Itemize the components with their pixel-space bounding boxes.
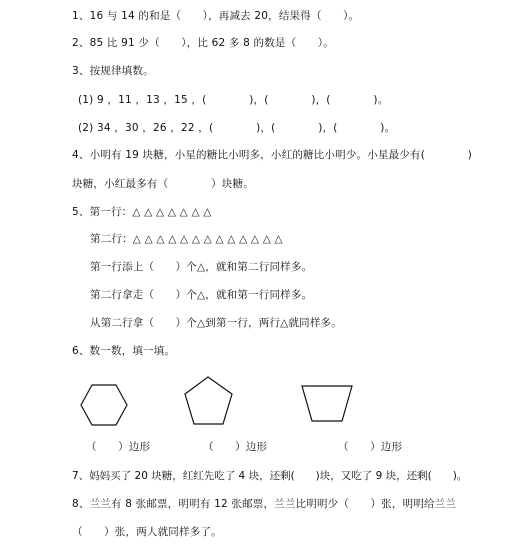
shape-label-3: （ ）边形 bbox=[338, 441, 403, 453]
shapes-row bbox=[0, 370, 509, 440]
question-2: 2、85 比 91 少（ ），比 62 多 8 的数是（ ）。 bbox=[72, 37, 334, 49]
shape-label-2: （ ）边形 bbox=[203, 441, 268, 453]
question-7: 7、妈妈买了 20 块糖，红红先吃了 4 块，还剩( )块，又吃了 9 块，还剩( )。 bbox=[72, 470, 468, 482]
trapezoid-icon bbox=[302, 386, 352, 421]
shape-label-1: （ ）边形 bbox=[86, 441, 151, 453]
hexagon-icon bbox=[81, 385, 127, 425]
question-4-line-1: 4、小明有 19 块糖，小星的糖比小明多，小红的糖比小明少。小星最少有( ) bbox=[72, 149, 473, 161]
question-3-heading: 3、按规律填数。 bbox=[72, 65, 154, 77]
question-5-b: 第二行拿走（ ）个△，就和第一行同样多。 bbox=[90, 289, 313, 301]
question-1: 1、16 与 14 的和是（ ），再减去 20，结果得（ ）。 bbox=[72, 10, 360, 22]
question-6-heading: 6、数一数，填一填。 bbox=[72, 345, 176, 357]
question-4-line-2: 块糖，小红最多有（ ）块糖。 bbox=[72, 178, 254, 190]
question-8-line-1: 8、兰兰有 8 张邮票，明明有 12 张邮票，兰兰比明明少（ ）张，明明给兰兰 bbox=[72, 498, 457, 510]
question-5-row-2: 第二行：△ △ △ △ △ △ △ △ △ △ △ △ △ bbox=[90, 233, 283, 245]
question-5-a: 第一行添上（ ）个△，就和第二行同样多。 bbox=[90, 261, 313, 273]
question-5-c: 从第二行拿（ ）个△到第一行，两行△就同样多。 bbox=[90, 317, 342, 329]
question-3-part-2: (2) 34 ，30 ，26 ，22 ，( )，( )，( )。 bbox=[78, 122, 396, 134]
question-5-row-1: 5、第一行：△ △ △ △ △ △ △ bbox=[72, 206, 212, 218]
question-8-line-2: （ ）张，两人就同样多了。 bbox=[72, 526, 222, 538]
question-3-part-1: (1) 9 ，11 ，13 ，15 ，( )，( )，( )。 bbox=[78, 94, 389, 106]
pentagon-icon bbox=[185, 377, 232, 424]
